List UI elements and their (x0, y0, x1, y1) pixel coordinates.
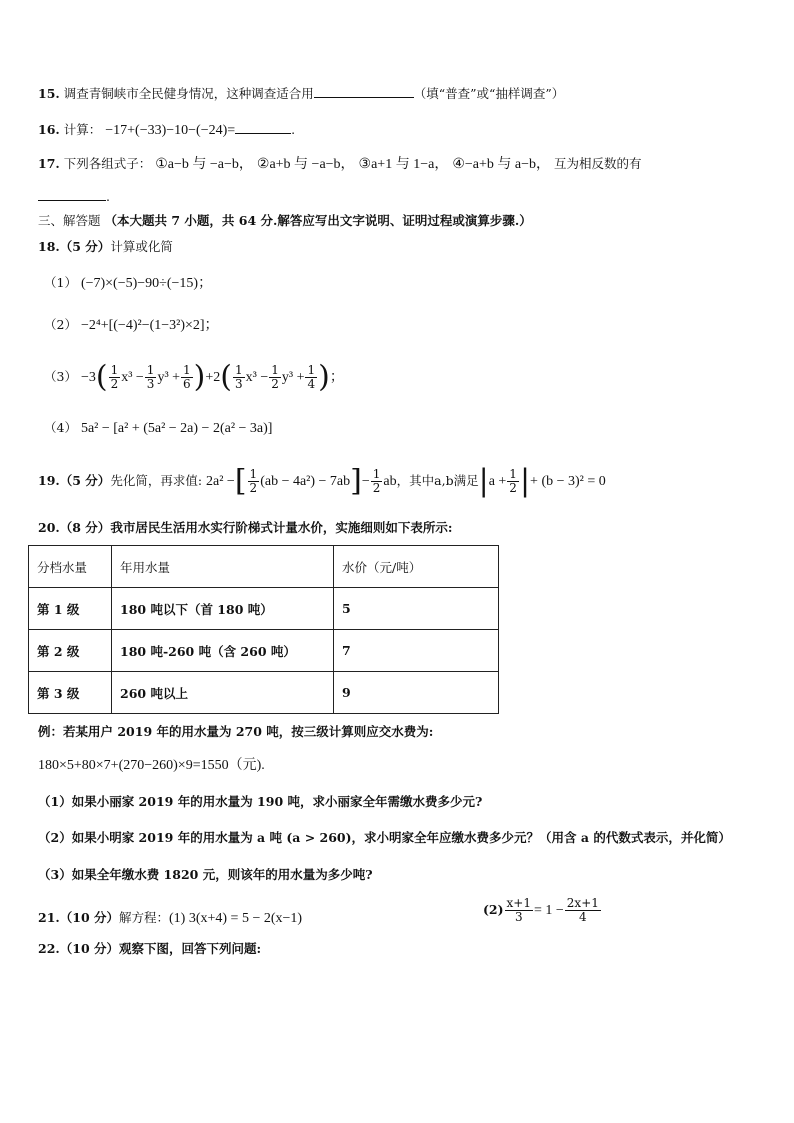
part-label: (2) (483, 902, 504, 917)
question-number: 18. (38, 239, 60, 254)
question-tail: 互为相反数的有 (553, 156, 642, 171)
table-cell: 260 吨以上 (112, 672, 334, 714)
table-cell: 180 吨-260 吨（含 260 吨） (112, 630, 334, 672)
question-label: 计算： (63, 122, 102, 137)
math-term: = 1 − (534, 903, 564, 918)
q18-part-3 (44, 358, 764, 397)
math-term: a + (488, 474, 507, 489)
table-cell: 第 2 级 (29, 630, 112, 672)
question-17 (38, 155, 764, 174)
table-header: 水价（元/吨） (334, 546, 499, 588)
math-term: − (361, 474, 370, 489)
table-header: 分档水量 (29, 546, 112, 588)
fraction: $\frac{1}{3}$ (235, 363, 243, 391)
table-header-row (29, 546, 499, 588)
fraction: $\frac{1}{4}$ (307, 363, 316, 391)
option-1: ①a−b 与 −a−b， (155, 157, 253, 172)
question-17-answer-line (38, 186, 764, 206)
math-term: −3 (80, 370, 96, 385)
question-text: 解方程： (119, 910, 170, 925)
table-cell: 5 (334, 588, 499, 630)
left-paren: ( (95, 359, 108, 395)
fraction: $\frac{1}{2}$ (509, 467, 517, 495)
answer-blank (314, 83, 414, 98)
equation-2 (483, 893, 602, 928)
water-price-table (28, 545, 499, 714)
question-number: 16. (38, 122, 60, 137)
question-22 (38, 940, 764, 958)
question-score: （10 分） (59, 910, 119, 925)
question-21 (38, 901, 764, 936)
question-text: 调查青铜峡市全民健身情况，这种调查适合用 (63, 86, 314, 101)
math-term: 2a² − (206, 474, 235, 489)
answer-blank (38, 186, 106, 201)
question-number: 15. (38, 86, 60, 101)
fraction: $\frac{1}{3}$ (146, 363, 155, 391)
question-number: 19. (38, 473, 60, 488)
question-20 (38, 519, 764, 537)
table-row (29, 672, 499, 714)
right-paren: ) (193, 359, 206, 395)
math-expression: −17+(−33)−10−(−24)= (105, 123, 236, 138)
table-cell: 180 吨以下（首 180 吨） (112, 588, 334, 630)
math-term: ab (383, 474, 397, 489)
abs-bar: | (478, 463, 489, 499)
fraction: $\frac{x+1}{3}$ (506, 896, 531, 924)
fraction: $\frac{1}{2}$ (372, 467, 381, 495)
math-term: x³ − (121, 370, 144, 385)
fraction: $\frac{1}{2}$ (271, 363, 279, 391)
question-score: （5 分） (59, 239, 111, 254)
table-cell: 第 1 级 (29, 588, 112, 630)
question-18 (38, 238, 764, 256)
math-expression: −2⁴+[(−4)²−(1−3²)×2]； (80, 318, 219, 333)
q18-part-2 (44, 316, 764, 335)
math-expression: 5a² − [a² + (5a² − 2a) − 2(a² − 3a)] (80, 421, 273, 436)
math-term: +2 (205, 370, 221, 385)
question-intro: 下列各组式子： (63, 156, 152, 171)
math-expression: (−7)×(−5)−90÷(−15)； (80, 276, 213, 291)
question-number: 17. (38, 156, 60, 171)
right-bracket: ] (350, 463, 362, 499)
option-3: ③a+1 与 1−a， (358, 157, 449, 172)
math-term: y³ + (281, 370, 305, 385)
math-term: ； (329, 370, 344, 385)
math-term: (ab − 4a²) − 7ab (260, 474, 351, 489)
question-text: 我市居民生活用水实行阶梯式计量水价，实施细则如下表所示: (110, 520, 453, 535)
answer-blank (235, 119, 291, 134)
right-paren: ) (318, 359, 330, 395)
q20-part-1: （1）如果小丽家 2019 年的用水量为 190 吨，求小丽家全年需缴水费多少元? (38, 794, 483, 809)
left-bracket: [ (234, 463, 247, 499)
question-score: （5 分） (59, 473, 111, 488)
option-4: ④−a+b 与 a−b， (452, 157, 550, 172)
section-heading (38, 212, 764, 230)
question-16 (38, 119, 764, 140)
math-term: + (b − 3)² = 0 (530, 474, 606, 489)
question-hint: （填“普查”或“抽样调查”） (413, 86, 565, 101)
table-cell: 9 (334, 672, 499, 714)
question-text: 计算或化简 (110, 239, 173, 254)
question-score: （10 分） (59, 941, 119, 956)
left-paren: ( (220, 359, 233, 395)
period: . (106, 189, 110, 204)
q18-part-4 (44, 419, 764, 438)
question-19 (38, 462, 764, 501)
table-header: 年用水量 (112, 546, 334, 588)
part-label: （4） (44, 420, 77, 435)
question-score: （8 分） (59, 520, 111, 535)
fraction: $\frac{2x+1}{4}$ (566, 896, 599, 924)
question-text: 观察下图，回答下列问题: (119, 941, 262, 956)
option-2: ②a+b 与 −a−b， (256, 157, 355, 172)
fraction: $\frac{1}{2}$ (249, 467, 258, 495)
question-15 (38, 83, 764, 103)
condition-text: ，其中a,b满足 (396, 473, 479, 488)
math-term: x³ − (245, 370, 269, 385)
section-title: 三、解答题 (38, 213, 101, 228)
part-label: （3） (44, 369, 77, 384)
period: . (291, 122, 296, 137)
equation-1: (1) 3(x+4) = 5 − 2(x−1) (169, 911, 303, 926)
question-number: 21. (38, 910, 60, 925)
question-number: 20. (38, 520, 60, 535)
table-cell: 第 3 级 (29, 672, 112, 714)
q20-part-2: （2）如果小明家 2019 年的用水量为 a 吨 (a > 260)，求小明家全年应缴水费多少元？（用含 a 的代数式表示，并化简） (38, 830, 731, 845)
fraction: $\frac{1}{2}$ (110, 363, 119, 391)
q18-part-1 (44, 274, 764, 293)
question-number: 22. (38, 941, 60, 956)
q20-part-3: （3）如果全年缴水费 1820 元，则该年的用水量为多少吨? (38, 867, 373, 882)
part-label: （1） (44, 275, 77, 290)
table-row (29, 588, 499, 630)
abs-bar: | (519, 463, 531, 499)
question-text: 先化简，再求值: (110, 473, 203, 488)
fraction: $\frac{1}{6}$ (183, 363, 191, 391)
table-cell: 7 (334, 630, 499, 672)
math-term: y³ + (157, 370, 181, 385)
q20-example: 例：若某用户 2019 年的用水量为 270 吨，按三级计算则应交水费为: (38, 724, 434, 739)
part-label: （2） (44, 317, 77, 332)
q20-calculation: 180×5+80×7+(270−260)×9=1550（元). (38, 758, 265, 773)
table-row (29, 630, 499, 672)
section-note: （本大题共 7 小题，共 64 分.解答应写出文字说明、证明过程或演算步骤.） (104, 213, 532, 228)
